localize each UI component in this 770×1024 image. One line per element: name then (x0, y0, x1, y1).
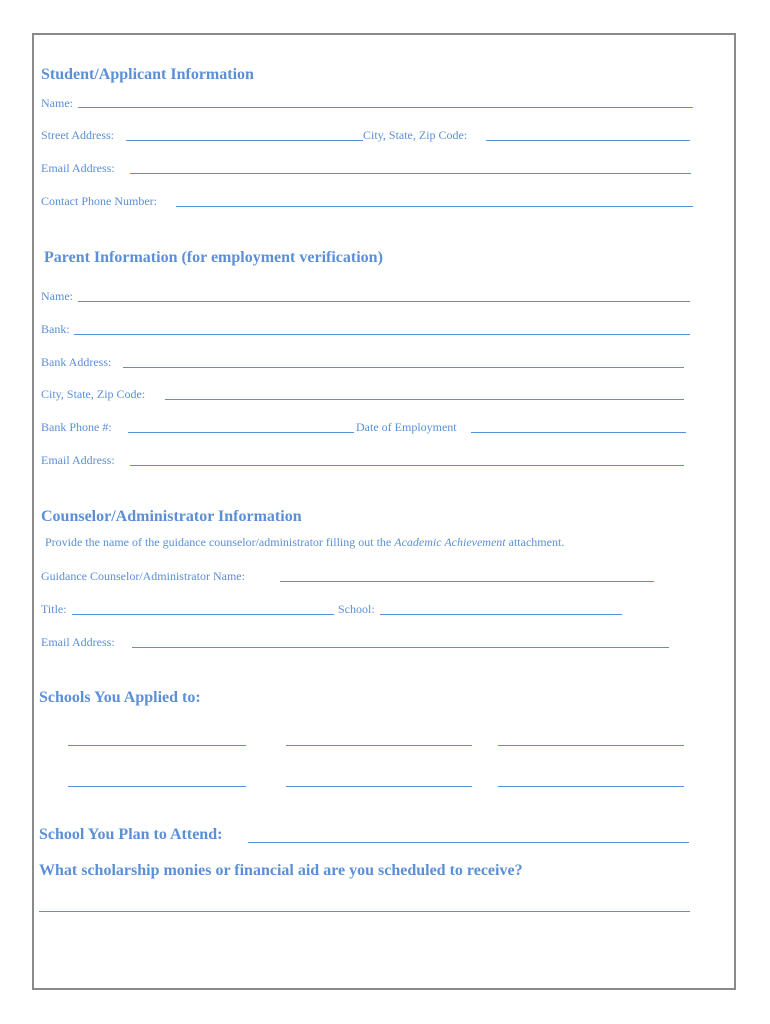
counselor-section-heading: Counselor/Administrator Information (41, 508, 302, 525)
counselor-title-field[interactable] (72, 614, 334, 615)
financial-aid-question: What scholarship monies or financial aid are you scheduled to receive? (39, 862, 523, 879)
schools-applied-heading: Schools You Applied to: (39, 689, 201, 706)
student-phone-label: Contact Phone Number: (41, 194, 157, 208)
student-section-heading: Student/Applicant Information (41, 66, 254, 83)
counselor-email-field[interactable] (132, 647, 669, 648)
parent-city-field[interactable] (165, 399, 684, 400)
parent-bank-phone-field[interactable] (128, 432, 354, 433)
student-city-label: City, State, Zip Code: (363, 128, 468, 142)
school-applied-field-2[interactable] (286, 745, 472, 746)
academic-achievement-text: Academic Achievement (394, 535, 506, 549)
parent-email-label: Email Address: (41, 453, 115, 467)
counselor-school-label: School: (338, 602, 375, 616)
student-email-label: Email Address: (41, 161, 115, 175)
financial-aid-field[interactable] (39, 911, 690, 912)
parent-bank-phone-label: Bank Phone #: (41, 420, 112, 434)
plan-attend-label: School You Plan to Attend: (39, 826, 223, 843)
student-street-label: Street Address: (41, 128, 114, 142)
parent-name-label: Name: (41, 289, 73, 303)
parent-bank-address-label: Bank Address: (41, 355, 112, 369)
counselor-name-field[interactable] (280, 581, 654, 582)
student-city-field[interactable] (486, 140, 690, 141)
counselor-name-label: Guidance Counselor/Administrator Name: (41, 569, 245, 583)
parent-section-heading: Parent Information (for employment verification) (44, 249, 383, 266)
student-street-field[interactable] (126, 140, 363, 141)
plan-attend-field[interactable] (248, 842, 689, 843)
parent-bank-address-field[interactable] (123, 367, 684, 368)
student-email-field[interactable] (130, 173, 691, 174)
parent-date-employment-field[interactable] (471, 432, 686, 433)
school-applied-field-6[interactable] (498, 786, 684, 787)
counselor-school-field[interactable] (380, 614, 622, 615)
student-phone-field[interactable] (176, 206, 693, 207)
school-applied-field-1[interactable] (68, 745, 246, 746)
parent-city-label: City, State, Zip Code: (41, 387, 146, 401)
parent-name-field[interactable] (78, 301, 690, 302)
school-applied-field-4[interactable] (68, 786, 246, 787)
parent-date-employment-label: Date of Employment (356, 420, 457, 434)
counselor-instruction: Provide the name of the guidance counselor/administrator filling out the Academic Achievement attachment. (45, 535, 565, 549)
counselor-email-label: Email Address: (41, 635, 115, 649)
school-applied-field-3[interactable] (498, 745, 684, 746)
parent-bank-field[interactable] (74, 334, 690, 335)
parent-email-field[interactable] (130, 465, 684, 466)
student-name-label: Name: (41, 96, 73, 110)
student-name-field[interactable] (78, 107, 693, 108)
school-applied-field-5[interactable] (286, 786, 472, 787)
parent-bank-label: Bank: (41, 322, 70, 336)
counselor-title-label: Title: (41, 602, 67, 616)
